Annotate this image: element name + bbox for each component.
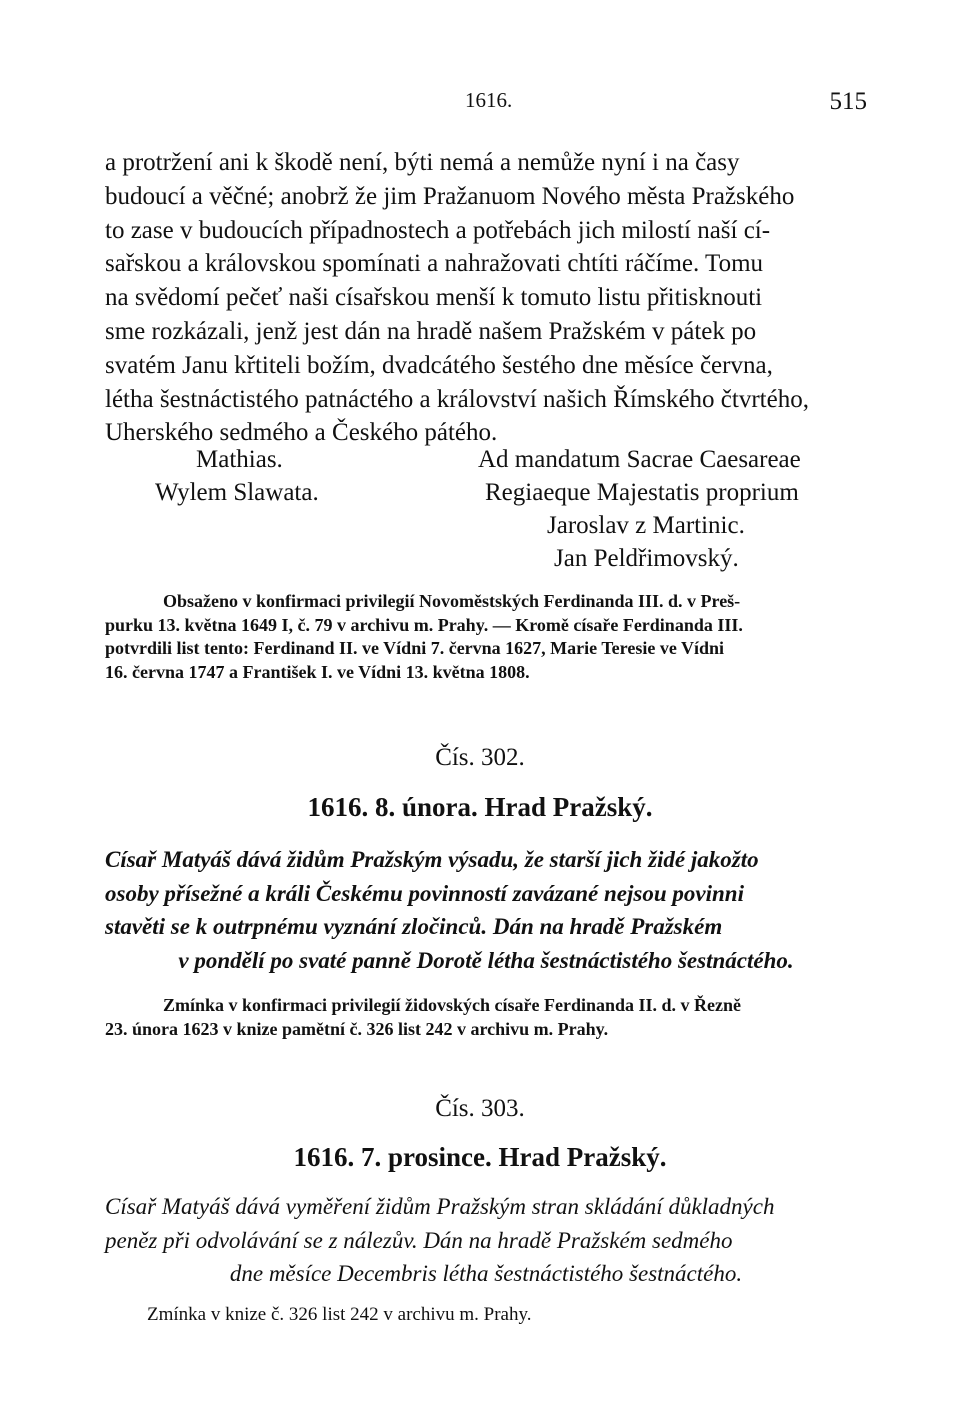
signature-peldrimovsky: Jan Peldřimovský. bbox=[554, 545, 739, 572]
text-line: sme rozkázali, jenž jest dán na hradě našem Pražském v pátek po bbox=[105, 317, 757, 345]
main-text bbox=[105, 146, 867, 450]
summary-line: dne měsíce Decembris létha šestnáctistého šestnáctého. bbox=[229, 1261, 743, 1287]
document-number-302: Čís. 302. bbox=[435, 744, 525, 771]
text-line: budoucí a věčné; anobrž že jim Pražanuom Nového města Pražského bbox=[105, 182, 795, 210]
text-line: na svědomí pečeť naši císařskou menší k tomuto listu přitisknouti bbox=[105, 284, 763, 312]
document-number-303: Čís. 303. bbox=[435, 1095, 525, 1122]
text-line: svatém Janu křtiteli božím, dvadcátého šestého dne měsíce června, bbox=[105, 351, 773, 379]
note-line: potvrdili list tento: Ferdinand II. ve Vídni 7. června 1627, Marie Teresie ve Vídni bbox=[105, 638, 725, 658]
note-line: Obsaženo v konfirmaci privilegií Novoměstských Ferdinanda III. d. v Preš- bbox=[163, 591, 741, 611]
signature-martinic: Jaroslav z Martinic. bbox=[547, 512, 745, 539]
text-line: to zase v budoucích případnostech a potřebách jich milostí naší cí- bbox=[105, 216, 771, 244]
note-line: Zmínka v konfirmaci privilegií židovských císaře Ferdinanda II. d. v Řezně bbox=[163, 995, 742, 1015]
note-line: Zmínka v knize č. 326 list 242 v archivu m. Prahy. bbox=[147, 1304, 532, 1325]
summary-line: Císař Matyáš dává vyměření židům Pražským stran skládání důkladných bbox=[105, 1194, 775, 1219]
signature-formula-2: Regiaeque Majestatis proprium bbox=[485, 479, 799, 506]
summary-line: Císař Matyáš dává židům Pražským výsadu, že starší jich židé jakožto bbox=[105, 847, 759, 872]
source-note-302 bbox=[105, 994, 867, 1041]
document-summary-303 bbox=[105, 1190, 867, 1291]
signature-mathias: Mathias. bbox=[196, 446, 283, 473]
text-line: a protržení ani k škodě není, býti nemá a nemůže nyní i na časy bbox=[105, 149, 740, 176]
summary-line: v pondělí po svaté panně Dorotě létha šestnáctistého šestnáctého. bbox=[178, 947, 794, 973]
summary-line: peněz při odvolávání se z nálezův. Dán na hradě Pražském sedmého bbox=[105, 1227, 733, 1253]
document-date-303: 1616. 7. prosince. Hrad Pražský. bbox=[293, 1142, 667, 1172]
signature-formula: Ad mandatum Sacrae Caesareae bbox=[478, 446, 801, 473]
summary-line: stavěti se k outrpnému vyznání zločinců. Dán na hradě Pražském bbox=[105, 914, 723, 940]
page-header bbox=[105, 88, 867, 118]
source-note-303 bbox=[105, 1303, 867, 1327]
running-head-year: 1616. bbox=[465, 88, 513, 112]
text-line: létha šestnáctistého patnáctého a království našich Římského čtvrtého, bbox=[105, 385, 809, 413]
document-summary-302 bbox=[105, 843, 867, 977]
text-line: Uherského sedmého a Českého pátého. bbox=[105, 419, 498, 447]
page-number: 515 bbox=[829, 88, 867, 115]
note-line: 23. února 1623 v knize pamětní č. 326 list 242 v archivu m. Prahy. bbox=[105, 1018, 609, 1039]
note-line: 16. června 1747 a František I. ve Vídni 13. května 1808. bbox=[105, 661, 530, 682]
signature-slawata: Wylem Slawata. bbox=[155, 479, 319, 506]
source-note bbox=[105, 590, 867, 684]
document-date-302: 1616. 8. února. Hrad Pražský. bbox=[307, 792, 653, 822]
note-line: purku 13. května 1649 I, č. 79 v archivu m. Prahy. — Kromě císaře Ferdinanda III. bbox=[105, 614, 743, 635]
summary-line: osoby přísežné a králi Českému povinností zavázané nejsou povinni bbox=[105, 880, 744, 906]
text-line: sařskou a královskou spomínati a nahražovati chtíti ráčíme. Tomu bbox=[105, 250, 764, 278]
